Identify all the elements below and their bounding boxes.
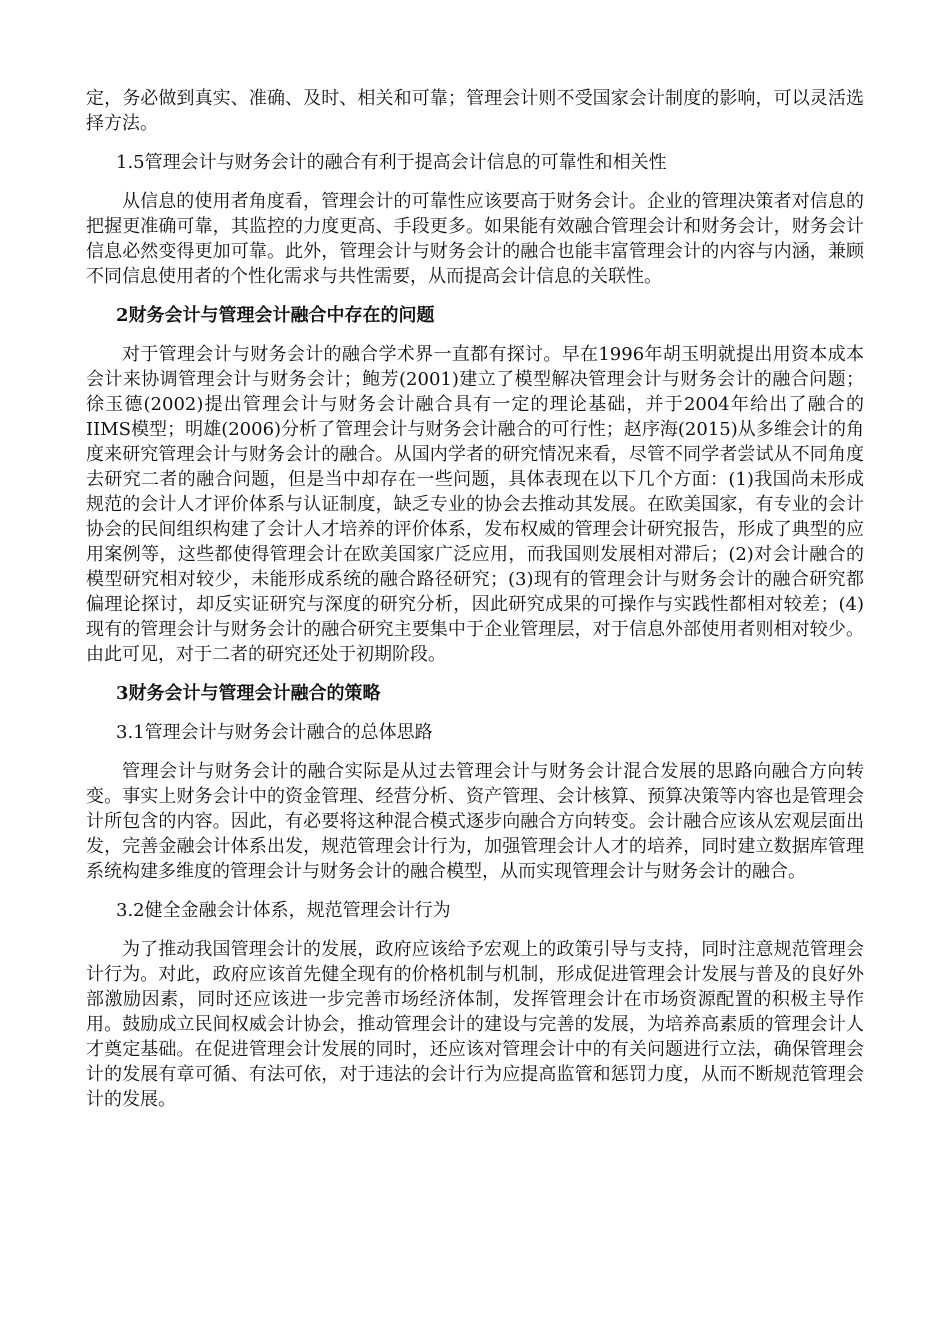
section-heading-1-5: 1.5管理会计与财务会计的融合有利于提高会计信息的可靠性和相关性 bbox=[116, 152, 667, 173]
section-heading-3: 3财务会计与管理会计融合的策略 bbox=[116, 683, 381, 704]
paragraph: 为了推动我国管理会计的发展，政府应该给予宏观上的政策引导与支持，同时注意规范管理会计行为。对此，政府应该首先健全现有的价格机制与机制，形成促进管理会计发展与普及的良好外部激励因素，同时还应该进一步完善市场经济体制，发挥管理会计在市场资源配置的积极主导作用。鼓励成立民间权威会计协会，推动管理会计的建设与完善的发展，为培养高素质的管理会计人才奠定基础。在促进管理会计发展的同时，还应该对管理会计中的有关问题进行立法，确保管理会计的发展有章可循、有法可依，对于违法的会计行为应提高监管和惩罚力度，从而不断规范管理会计的发展。 bbox=[86, 939, 864, 1110]
paragraph: 从信息的使用者角度看，管理会计的可靠性应该要高于财务会计。企业的管理决策者对信息的把握更准确可靠，其监控的力度更高、手段更多。如果能有效融合管理会计和财务会计，财务会计信息必然变得更加可靠。此外，管理会计与财务会计的融合也能丰富管理会计的内容与内涵，兼顾不同信息使用者的个性化需求与共性需要，从而提高会计信息的关联性。 bbox=[86, 191, 864, 287]
section-heading-3-1: 3.1管理会计与财务会计融合的总体思路 bbox=[116, 722, 433, 743]
paragraph: 对于管理会计与财务会计的融合学术界一直都有探讨。早在1996年胡玉明就提出用资本成本会计来协调管理会计与财务会计；鲍芳(2001)建立了模型解决管理会计与财务会计的融合问题；徐玉德(2002)提出管理会计与财务会计融合具有一定的理论基础，并于2004年给出了融合的IIMS模型；明雄(2006)分析了管理会计与财务会计融合的可行性；赵序海(2015)从多维会计的角度来研究管理会计与财务会计的融合。从国内学者的研究情况来看，尽管不同学者尝试从不同角度去研究二者的融合问题，但是当中却存在一些问题，具体表现在以下几个方面：(1)我国尚未形成规范的会计人才评价体系与认证制度，缺乏专业的协会去推动其发展。在欧美国家，有专业的会计协会的民间组织构建了会计人才培养的评价体系，发布权威的管理会计研究报告，形成了典型的应用案例等，这些都使得管理会计在欧美国家广泛应用，而我国则发展相对滞后；(2)对会计融合的模型研究相对较少，未能形成系统的融合路径研究；(3)现有的管理会计与财务会计的融合研究都偏理论探讨，却反实证研究与深度的研究分析，因此研究成果的可操作与实践性都相对较差；(4)现有的管理会计与财务会计的融合研究主要集中于企业管理层，对于信息外部使用者则相对较少。由此可见，对于二者的研究还处于初期阶段。 bbox=[86, 344, 864, 665]
paragraph-continued: 定，务必做到真实、准确、及时、相关和可靠；管理会计则不受国家会计制度的影响，可以灵活选择方法。 bbox=[86, 88, 864, 134]
section-heading-2: 2财务会计与管理会计融合中存在的问题 bbox=[116, 305, 435, 326]
section-heading-3-2: 3.2健全金融会计体系，规范管理会计行为 bbox=[116, 900, 451, 921]
document-page bbox=[86, 86, 864, 1126]
paragraph: 管理会计与财务会计的融合实际是从过去管理会计与财务会计混合发展的思路向融合方向转变。事实上财务会计中的资金管理、经营分析、资产管理、会计核算、预算决策等内容也是管理会计所包含的内容。因此，有必要将这种混合模式逐步向融合方向转变。会计融合应该从宏观层面出发，完善金融会计体系出发，规范管理会计行为，加强管理会计人才的培养，同时建立数据库管理系统构建多维度的管理会计与财务会计的融合模型，从而实现管理会计与财务会计的融合。 bbox=[86, 761, 864, 882]
